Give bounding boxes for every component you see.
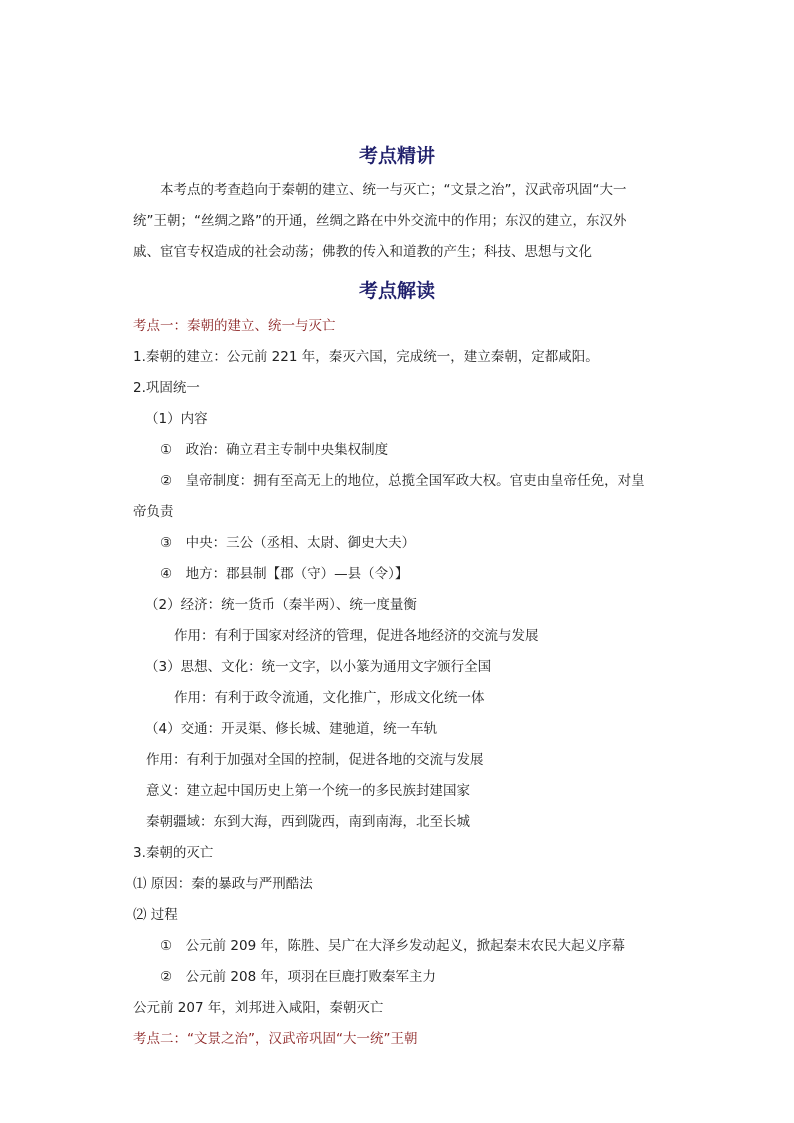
intro-line-3: 戚、宦官专权造成的社会动荡；佛教的传入和道教的产生；科技、思想与文化 — [133, 244, 592, 260]
text-line: 1.秦朝的建立：公元前 221 年，秦灭六国，完成统一，建立秦朝，定都咸阳。 — [133, 349, 599, 365]
text-line: 2.巩固统一 — [133, 380, 200, 396]
text-line: （3）思想、文化：统一文字，以小篆为通用文字颁行全国 — [145, 659, 492, 675]
intro-line-2: 统”王朝；“丝绸之路”的开通，丝绸之路在中外交流中的作用；东汉的建立，东汉外 — [133, 213, 627, 229]
text-line: （2）经济：统一货币（秦半两）、统一度量衡 — [145, 597, 417, 613]
text-line: ⑴ 原因：秦的暴政与严刑酷法 — [133, 876, 313, 892]
text-line: ① 政治：确立君主专制中央集权制度 — [160, 442, 389, 458]
text-line: 作用：有利于国家对经济的管理，促进各地经济的交流与发展 — [174, 628, 539, 644]
text-line: 帝负责 — [133, 504, 174, 520]
text-line: 3.秦朝的灭亡 — [133, 845, 214, 861]
text-line: 作用：有利于政令流通，文化推广，形成文化统一体 — [174, 690, 485, 706]
text-line: ② 皇帝制度：拥有至高无上的地位，总揽全国军政大权。官吏由皇帝任免，对皇 — [160, 473, 645, 489]
text-line: ⑵ 过程 — [133, 907, 178, 923]
text-line: 作用：有利于加强对全国的控制，促进各地的交流与发展 — [146, 752, 484, 768]
text-line: 意义：建立起中国历史上第一个统一的多民族封建国家 — [146, 783, 470, 799]
text-line: ① 公元前 209 年，陈胜、吴广在大泽乡发动起义，掀起秦末农民大起义序幕 — [160, 938, 625, 954]
text-line: 公元前 207 年，刘邦进入咸阳，秦朝灭亡 — [133, 1000, 384, 1016]
intro-line-1: 本考点的考查趋向于秦朝的建立、统一与灭亡；“文景之治”，汉武帝巩固“大一 — [160, 182, 627, 198]
text-line: ③ 中央：三公（丞相、太尉、御史大夫） — [160, 535, 416, 551]
heading-key-points: 考点精讲 — [358, 145, 435, 167]
text-line: ② 公元前 208 年，项羽在巨鹿打败秦军主力 — [160, 969, 436, 985]
heading-interpretation: 考点解读 — [358, 280, 435, 302]
text-line: （4）交通：开灵渠、修长城、建驰道，统一车轨 — [145, 721, 438, 737]
text-line: 秦朝疆域：东到大海，西到陇西，南到南海，北至长城 — [146, 814, 470, 830]
section-2-title: 考点二：“文景之治”，汉武帝巩固“大一统”王朝 — [133, 1031, 418, 1047]
text-line: ④ 地方：郡县制【郡（守）—县（令）】 — [160, 566, 409, 582]
text-line: （1）内容 — [145, 411, 208, 427]
section-1-title: 考点一：秦朝的建立、统一与灭亡 — [133, 318, 336, 334]
